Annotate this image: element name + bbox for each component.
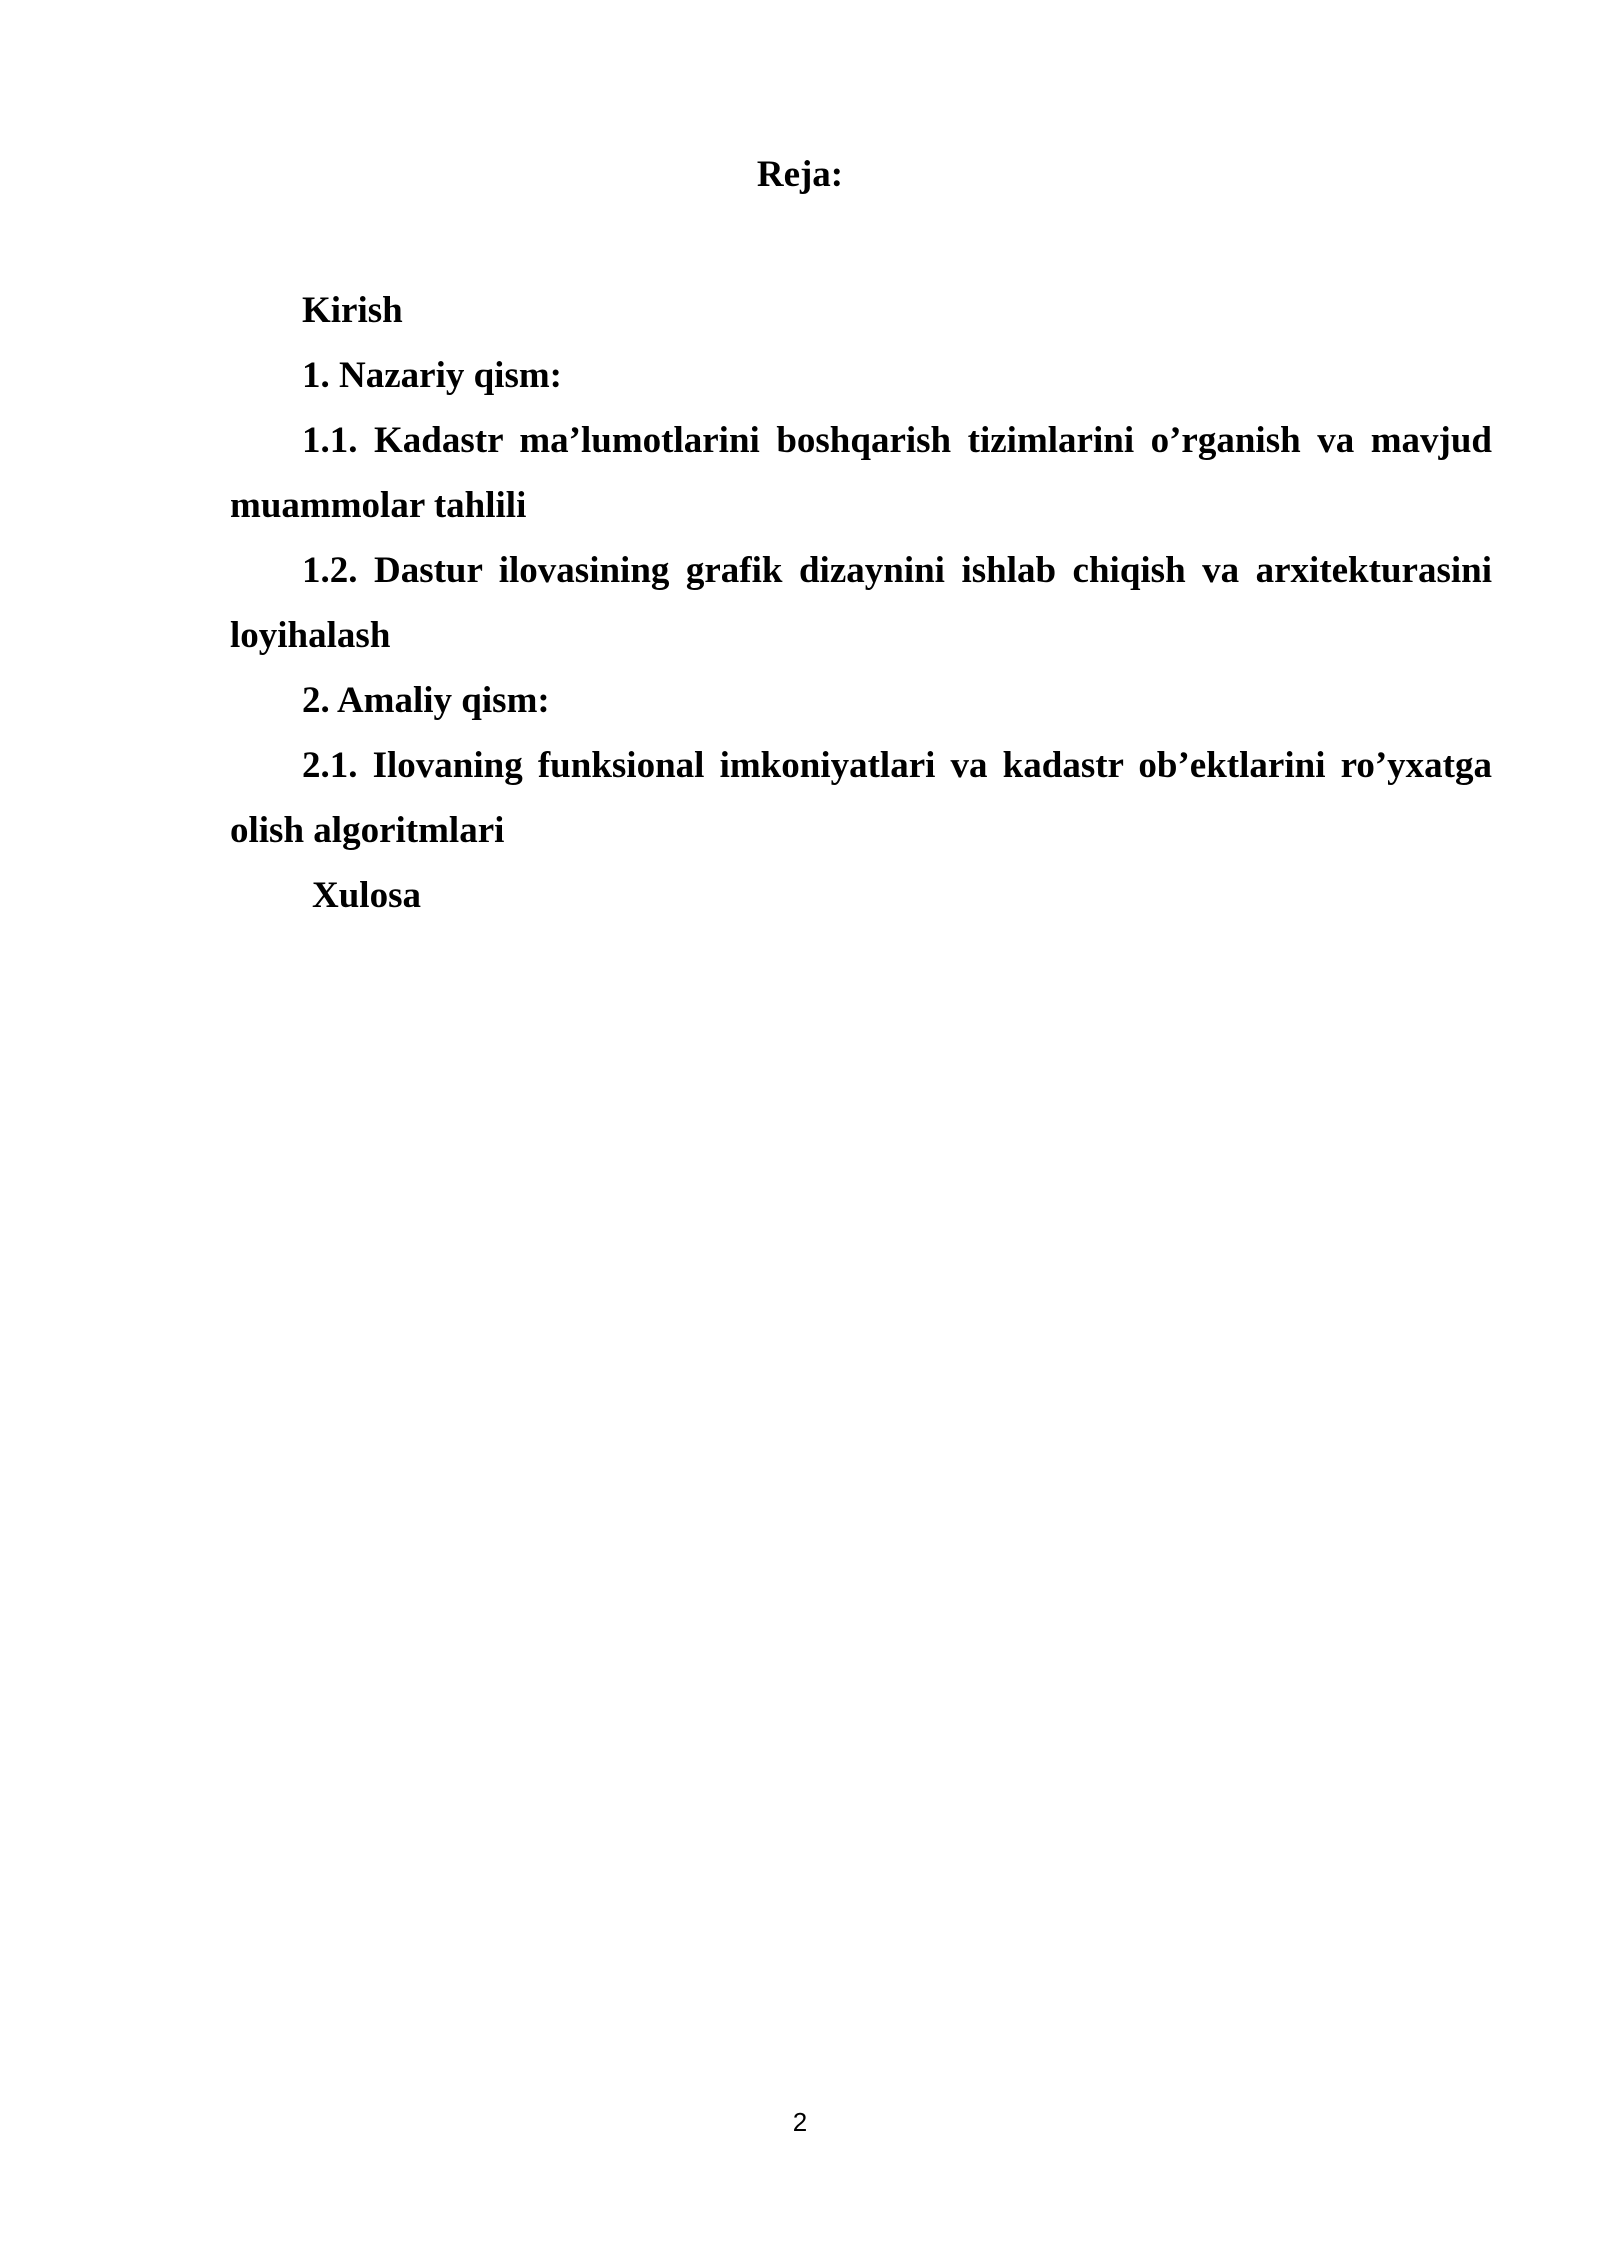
toc-item-1-2: 1.2. Dastur ilovasining grafik dizaynini ishlab chiqish va arxitekturasini	[302, 550, 1492, 591]
toc-item-part-1: 1. Nazariy qism:	[302, 355, 562, 396]
page-title: Reja:	[756, 154, 844, 195]
toc-item-2-1: 2.1. Ilovaning funksional imkoniyatlari va kadastr ob’ektlarini ro’yxatga	[302, 745, 1492, 786]
toc-item-1-2-continued: loyihalash	[230, 615, 391, 656]
table-of-contents	[230, 278, 1492, 928]
toc-item-kirish: Kirish	[302, 290, 403, 331]
toc-item-xulosa: Xulosa	[312, 875, 421, 916]
toc-item-2-1-continued: olish algoritmlari	[230, 810, 505, 851]
page-number: 2	[792, 2107, 808, 2137]
toc-item-1-1: 1.1. Kadastr ma’lumotlarini boshqarish tizimlarini o’rganish va mavjud	[302, 420, 1492, 461]
toc-item-part-2: 2. Amaliy qism:	[302, 680, 550, 721]
toc-item-1-1-continued: muammolar tahlili	[230, 485, 527, 526]
